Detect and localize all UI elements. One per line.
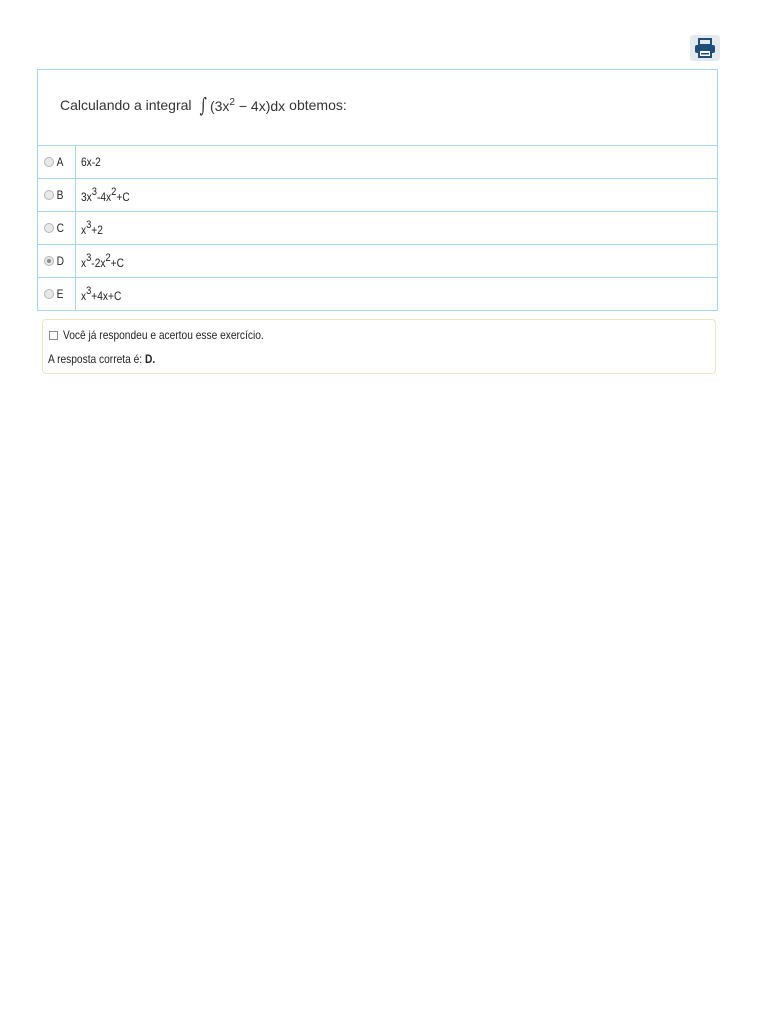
option-selector[interactable] xyxy=(38,278,76,310)
option-expression: $3x^3-4x^2+C$ xyxy=(81,186,130,204)
option-text[interactable] xyxy=(76,146,104,178)
option-expression: $x^3-2x^2+C$ xyxy=(81,252,125,270)
integrand-formula: $(3x^2 - 4x)dx$ xyxy=(209,96,286,114)
option-row-a[interactable] xyxy=(38,146,717,179)
options-list xyxy=(38,146,717,310)
question-box xyxy=(37,69,718,311)
option-radio[interactable] xyxy=(44,256,54,266)
option-text[interactable] xyxy=(76,179,138,211)
option-row-d[interactable] xyxy=(38,245,717,278)
option-letter: E xyxy=(56,287,64,301)
feedback-answer xyxy=(48,352,174,366)
option-selector[interactable] xyxy=(38,245,76,277)
print-button[interactable] xyxy=(690,35,720,61)
question-stem xyxy=(38,70,717,146)
option-expression: $x^3+4x+C$ xyxy=(81,285,122,303)
answered-checkbox xyxy=(49,331,58,340)
integral-symbol: ∫ xyxy=(199,93,207,117)
stem-text xyxy=(60,93,347,117)
feedback-status xyxy=(49,328,299,342)
answer-value: D. xyxy=(144,352,156,366)
option-selector[interactable] xyxy=(38,179,76,211)
option-radio[interactable] xyxy=(44,157,54,167)
stem-after: obtemos: xyxy=(289,97,347,113)
option-row-e[interactable] xyxy=(38,278,717,310)
option-radio[interactable] xyxy=(44,190,54,200)
option-letter: B xyxy=(56,188,64,202)
option-row-b[interactable] xyxy=(38,179,717,212)
option-expression: 6x-2 xyxy=(81,155,101,169)
option-letter: C xyxy=(56,221,65,235)
option-radio[interactable] xyxy=(44,289,54,299)
option-row-c[interactable] xyxy=(38,212,717,245)
option-letter: A xyxy=(56,155,64,169)
stem-before: Calculando a integral xyxy=(60,97,192,113)
option-selector[interactable] xyxy=(38,146,76,178)
feedback-status-text: Você já respondeu e acertou esse exercício. xyxy=(63,328,264,342)
option-expression: $x^3+2$ xyxy=(81,219,103,237)
option-text[interactable] xyxy=(76,278,128,310)
answer-prefix: A resposta correta é: xyxy=(48,352,143,366)
option-letter: D xyxy=(56,254,65,268)
option-radio[interactable] xyxy=(44,223,54,233)
option-text[interactable] xyxy=(76,245,132,277)
option-text[interactable] xyxy=(76,212,107,244)
feedback-box xyxy=(42,319,716,374)
option-selector[interactable] xyxy=(38,212,76,244)
printer-icon xyxy=(694,38,716,58)
